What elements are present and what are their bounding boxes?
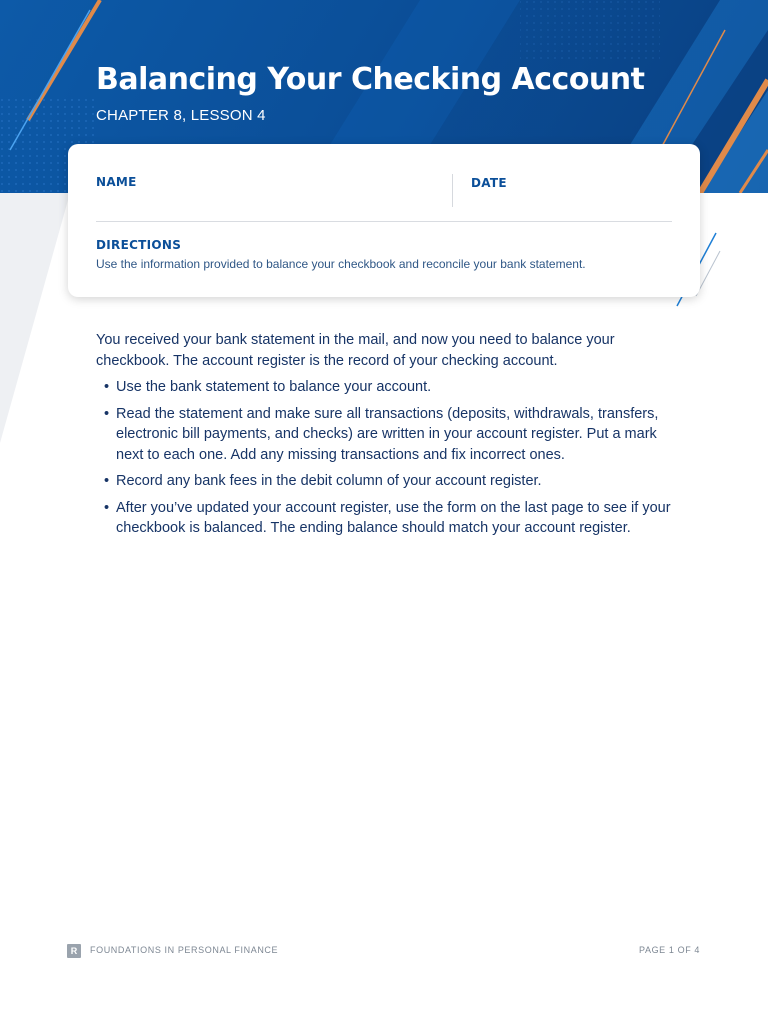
chapter-lesson-subtitle: CHAPTER 8, LESSON 4 <box>96 107 266 124</box>
card-horizontal-divider <box>96 221 672 222</box>
list-item <box>96 498 686 539</box>
bullet-icon: • <box>104 499 110 516</box>
list-item-text: Read the statement and make sure all transactions (deposits, withdrawals, transfers, electronic bill payments, and checks) are written in your account register. Put a mark next to each one. Add any missing transactions and fix incorrect ones. <box>116 405 659 463</box>
name-label: NAME <box>96 175 137 189</box>
directions-text: Use the information provided to balance your checkbook and reconcile your bank statement. <box>96 257 586 271</box>
bullet-icon: • <box>104 405 110 422</box>
list-item-text: Use the bank statement to balance your account. <box>116 379 432 395</box>
intro-paragraph: You received your bank statement in the mail, and now you need to balance your checkbook. The account register is the record of your checking account. <box>96 332 615 369</box>
instructions-content <box>96 330 686 545</box>
list-item <box>96 404 686 466</box>
footer-page-number: PAGE 1 OF 4 <box>639 945 700 955</box>
card-vertical-divider <box>452 174 453 207</box>
page-title: Balancing Your Checking Account <box>96 62 645 97</box>
list-item-text: After you’ve updated your account register, use the form on the last page to see if your checkbook is balanced. The ending balance should match your account register. <box>116 499 671 536</box>
list-item <box>96 471 686 492</box>
date-label: DATE <box>471 176 507 190</box>
student-info-card <box>68 144 700 297</box>
footer-course-name: FOUNDATIONS IN PERSONAL FINANCE <box>90 945 279 955</box>
ramsey-logo-icon: R <box>67 944 81 958</box>
instruction-list <box>96 377 686 539</box>
bullet-icon: • <box>104 379 110 395</box>
bullet-icon: • <box>104 473 110 489</box>
list-item-text: Record any bank fees in the debit column of your account register. <box>116 473 542 489</box>
directions-label: DIRECTIONS <box>96 238 182 252</box>
list-item <box>96 377 686 398</box>
